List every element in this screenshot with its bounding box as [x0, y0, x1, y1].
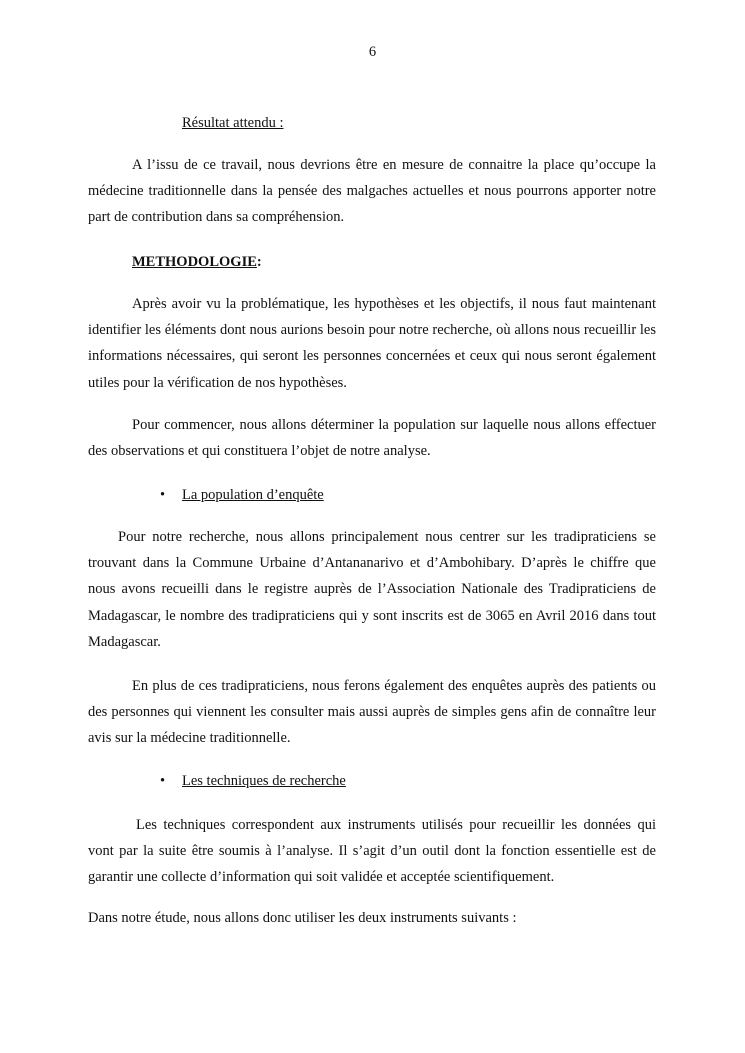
page-number: 6	[368, 44, 377, 60]
bullet-icon: •	[160, 487, 166, 503]
paragraph-methodology-intro: Après avoir vu la problématique, les hypothèses et les objectifs, il nous faut maintenant identifier les éléments dont nous aurions besoin pour notre recherche, où allons nous recueillir les informations nécessaires, qui seront les personnes concernées et ceux qui nous seront également utiles pour la vérification de nos hypothèses.	[88, 296, 656, 391]
bullet-icon: •	[160, 773, 166, 789]
bullet-techniques-label: Les techniques de recherche	[182, 773, 346, 789]
methodology-colon: :	[256, 254, 262, 270]
paragraph-techniques: Les techniques correspondent aux instruments utilisés pour recueillir les données qui vont par la suite être soumis à l’analyse. Il s’agit d’un outil dont la fonction essentielle est de garantir une collecte d’information qui soit validée et acceptée scientifiquement.	[88, 817, 656, 886]
expected-result-heading: Résultat attendu :	[182, 115, 284, 131]
paragraph-expected-result: A l’issu de ce travail, nous devrions être en mesure de connaitre la place qu’occupe la médecine traditionnelle dans la pensée des malgaches actuelles et nous pourrons apporter notre part de contribution dans sa compréhension.	[88, 157, 656, 226]
methodology-heading	[132, 254, 262, 271]
paragraph-patients: En plus de ces tradipraticiens, nous ferons également des enquêtes auprès des patients ou des personnes qui viennent les consulter mais aussi auprès de simples gens afin de connaître leur avis sur la médecine traditionnelle.	[88, 678, 656, 747]
paragraph-population-intro: Pour commencer, nous allons déterminer la population sur laquelle nous allons effectuer des observations et qui constituera l’objet de notre analyse.	[88, 417, 656, 460]
methodology-title: METHODOLOGIE	[132, 254, 257, 270]
paragraph-instruments: Dans notre étude, nous allons donc utiliser les deux instruments suivants :	[88, 910, 517, 926]
paragraph-population-details: Pour notre recherche, nous allons principalement nous centrer sur les tradipraticiens se trouvant dans la Commune Urbaine d’Antananarivo et d’Ambohibary. D’après le chiffre que nous avons recueilli dans le registre auprès de l’Association Nationale des Tradipraticiens de Madagascar, le nombre des tradipraticiens qui y sont inscrits est de 3065 en Avril 2016 dans tout Madagascar.	[88, 529, 656, 650]
bullet-population-label: La population d’enquête	[182, 487, 324, 503]
